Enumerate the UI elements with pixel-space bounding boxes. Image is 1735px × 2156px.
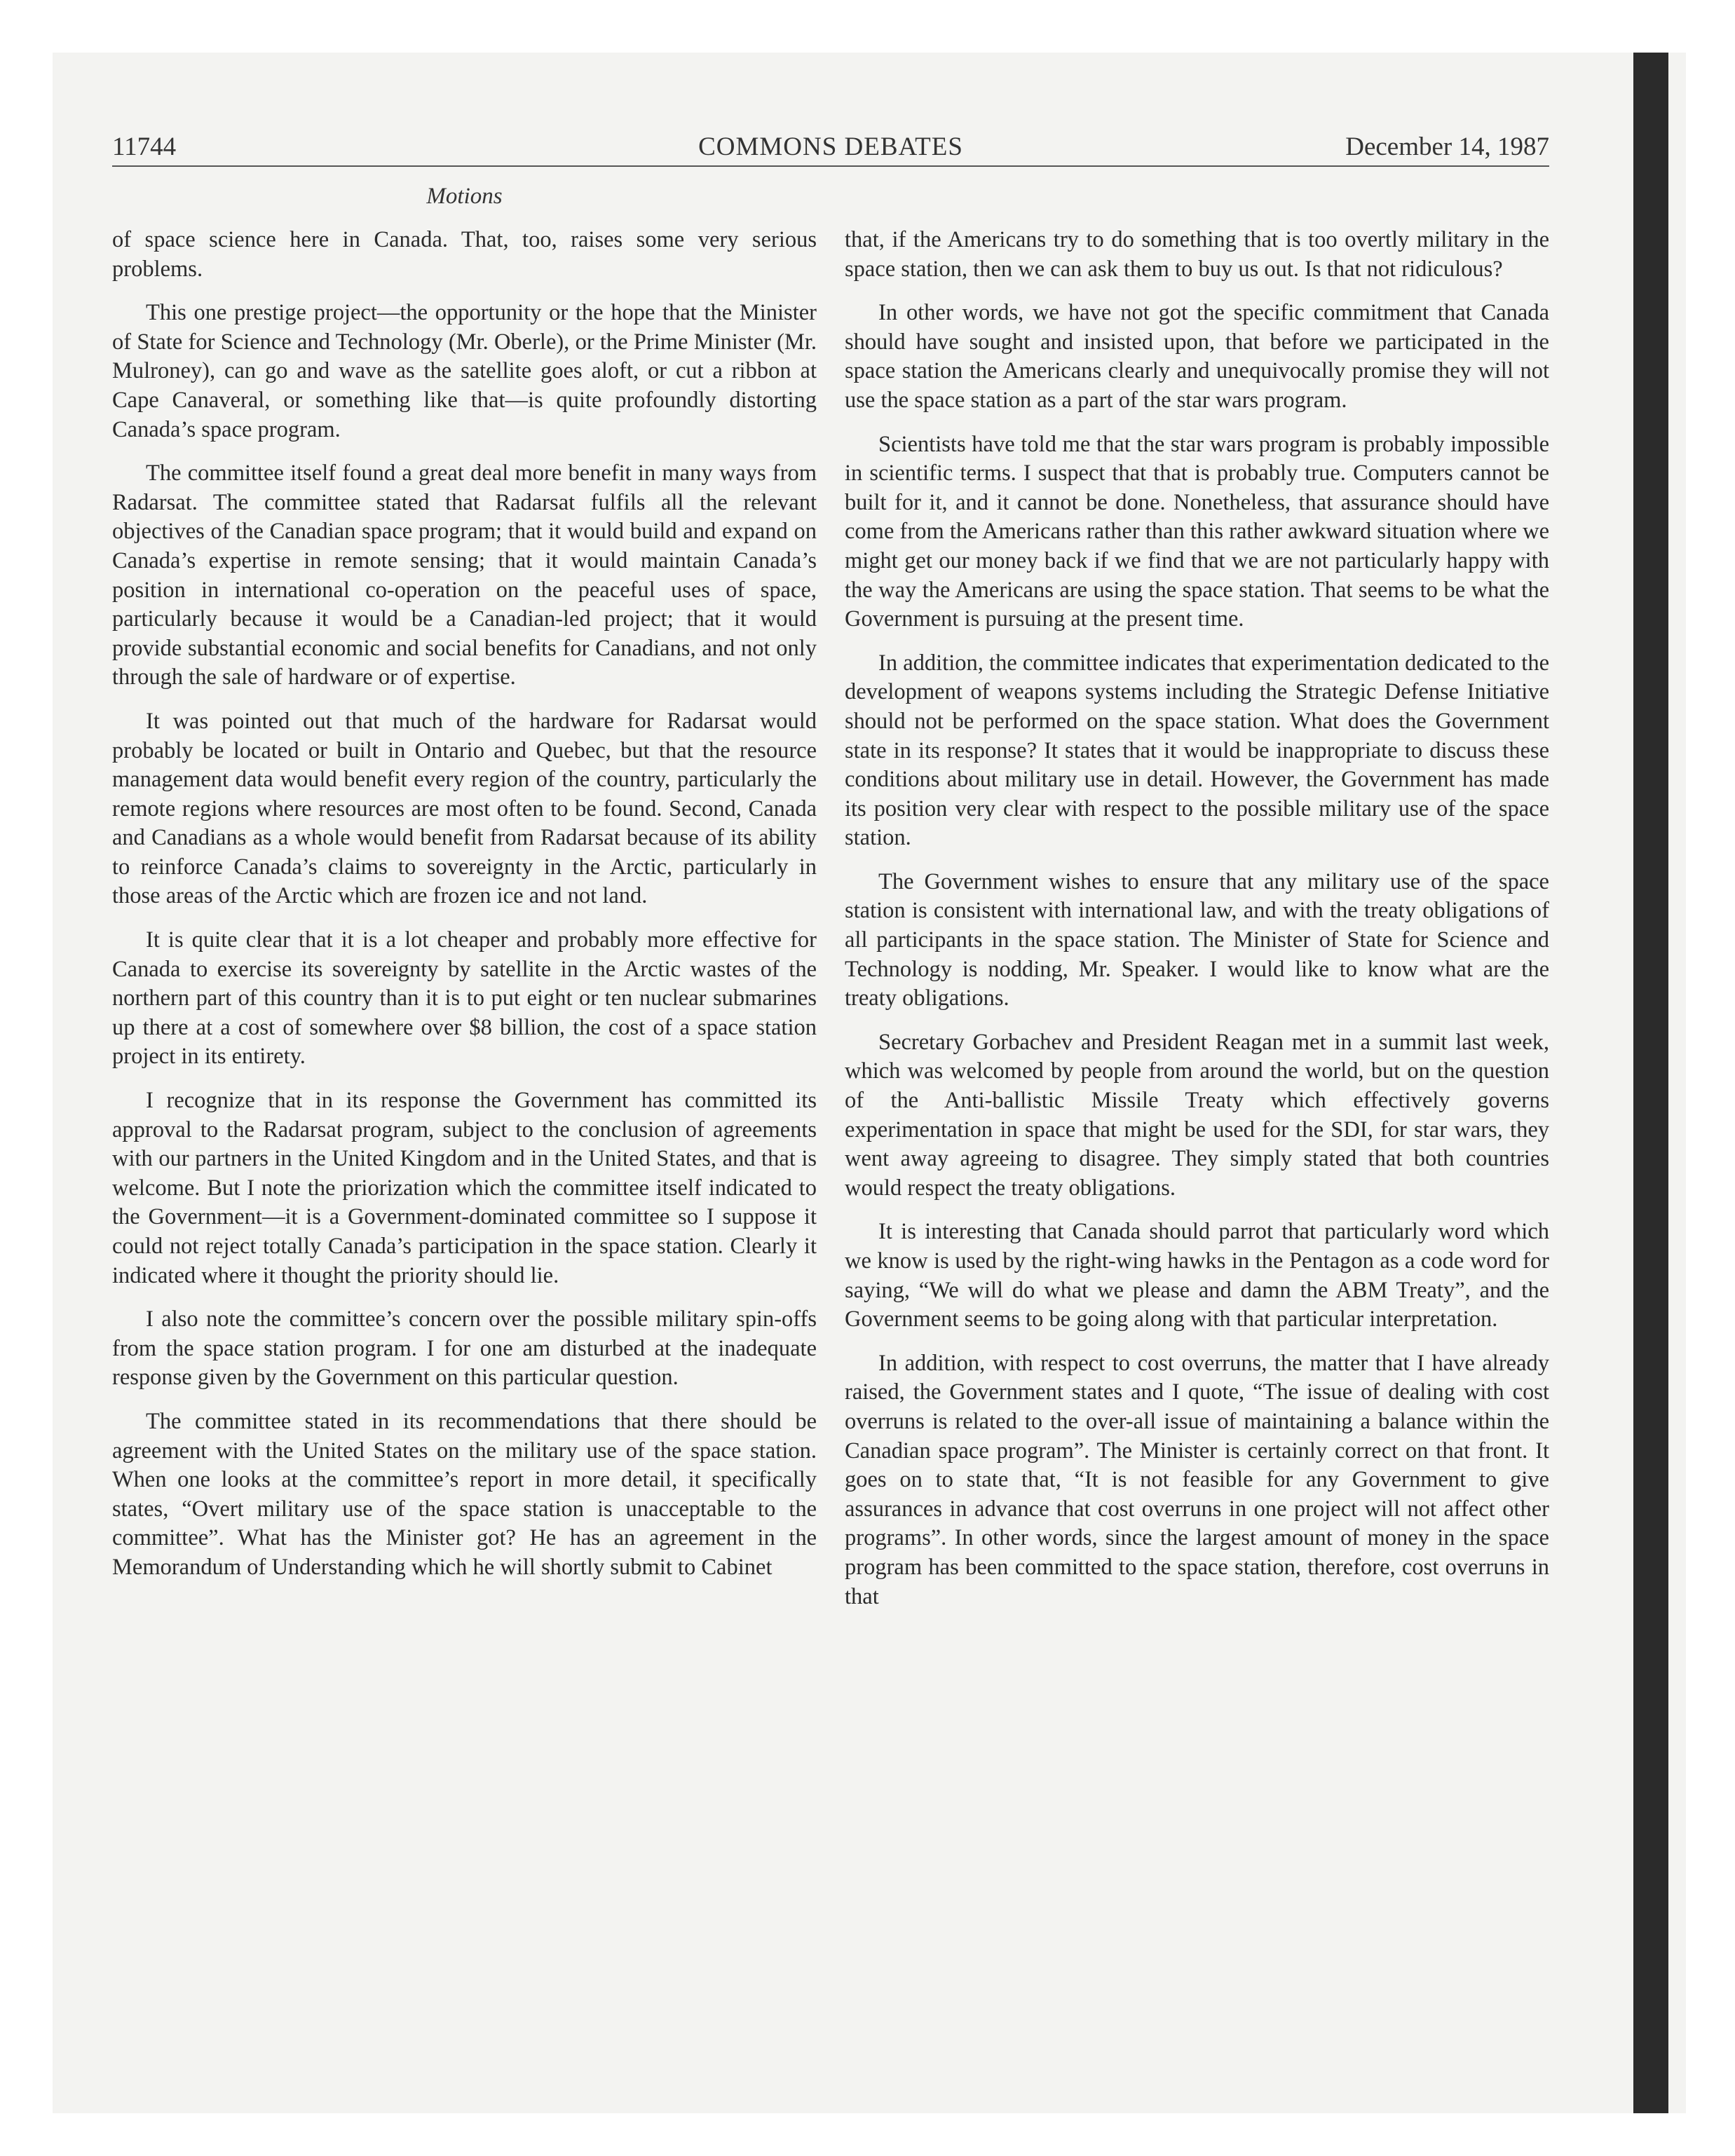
header-rule bbox=[112, 165, 1549, 167]
paragraph: It is quite clear that it is a lot cheaper and probably more effective for Canada to exercise its sovereignty by satellite in the Arctic wastes of the northern part of this country than it is to put eight or ten nuclear submarines up there at a cost of somewhere over $8 billion, the cost of a space station project in its entirety. bbox=[112, 927, 817, 1070]
paragraph: The committee itself found a great deal more benefit in many ways from Radarsat. The committee stated that Radarsat fulfils all the relevant objectives of the Canadian space program; that it would build and expand on Canada’s expertise in remote sensing; that it would maintain Canada’s position in international co-operation on the peaceful uses of space, particularly because it would be a Canadian-led project; that it would provide substantial economic and social benefits for Canadians, and not only through the sale of hardware or of expertise. bbox=[112, 460, 817, 690]
paragraph: The committee stated in its recommendations that there should be agreement with the United States on the military use of the space station. When one looks at the committee’s report in more detail, it specifically states, “Overt military use of the space station is unacceptable to the committee”. What has the Minister got? He has an agreement in the Memorandum of Understanding which he will shortly submit to Cabinet bbox=[112, 1408, 817, 1580]
paragraph: It is interesting that Canada should parrot that particularly word which we know is used by the right-wing hawks in the Pentagon as a code word for saying, “We will do what we please and damn the ABM Treaty”, and the Government seems to be going along with that particular interpretation. bbox=[845, 1219, 1549, 1332]
left-column bbox=[112, 226, 817, 1597]
paragraph: The Government wishes to ensure that any military use of the space station is consistent with international law, and with the treaty obligations of all participants in the space station. The Minister of State for Science and Technology is nodding, Mr. Speaker. I would like to know what are the treaty obligations. bbox=[845, 868, 1549, 1011]
paragraph: I recognize that in its response the Government has committed its approval to the Radarsat program, subject to the conclusion of agreements with our partners in the United Kingdom and in the United States, and that is welcome. But I note the priorization which the committee itself indicated to the Government—it is a Government-dominated committee so I suppose it could not reject totally Canada’s participation in the space station. Clearly it indicated where it thought the priority should lie. bbox=[112, 1088, 817, 1288]
paragraph: In other words, we have not got the specific commitment that Canada should have sought and insisted upon, that before we participated in the space station the Americans clearly and unequivocally promise they will not use the space station as a part of the star wars program. bbox=[845, 300, 1549, 413]
paragraph: Scientists have told me that the star wars program is probably impossible in scientific terms. I suspect that that is probably true. Computers cannot be built for it, and it cannot be done. Nonetheless, that assurance should have come from the Americans rather than this rather awkward situation where we might get our money back if we find that we are not particularly happy with the way the Americans are using the space station. That seems to be what the Government is pursuing at the present time. bbox=[845, 431, 1549, 632]
page-header bbox=[112, 132, 1549, 164]
scan-edge-shadow bbox=[1633, 53, 1668, 2113]
paragraph: of space science here in Canada. That, too, raises some very serious problems. bbox=[112, 227, 817, 282]
paragraph: This one prestige project—the opportunity or the hope that the Minister of State for Science and Technology (Mr. Oberle), or the Prime Minister (Mr. Mulroney), can go and wave as the satellite goes aloft, or cut a ribbon at Cape Canaveral, or something like that—is quite profoundly distorting Canada’s space program. bbox=[112, 300, 817, 442]
paragraph: Secretary Gorbachev and President Reagan met in a summit last week, which was welcomed by people from around the world, but on the question of the Anti-ballistic Missile Treaty which effectively governs experimentation in space that might be used for the SDI, for star wars, they went away agreeing to disagree. They simply stated that both countries would respect the treaty obligations. bbox=[845, 1029, 1549, 1201]
section-title: Motions bbox=[426, 184, 503, 209]
paragraph: In addition, with respect to cost overruns, the matter that I have already raised, the Government states and I quote, “The issue of dealing with cost overruns is related to the over-all issue of maintaining a balance within the Canadian space program”. The Minister is certainly correct on that front. It goes on to state that, “It is not feasible for any Government to give assurances in advance that cost overruns in one project will not affect other programs”. In other words, since the largest amount of money in the space program has been committed to the space station, therefore, cost overruns in that bbox=[845, 1350, 1549, 1609]
paragraph: It was pointed out that much of the hardware for Radarsat would probably be located or built in Ontario and Quebec, but that the resource management data would benefit every region of the country, particularly the remote regions where resources are most often to be found. Second, Canada and Canadians as a whole would benefit from Radarsat because of its ability to reinforce Canada’s claims to sovereignty in the Arctic, particularly in those areas of the Arctic which are frozen ice and not land. bbox=[112, 708, 817, 909]
header-date: December 14, 1987 bbox=[1345, 132, 1549, 161]
paragraph: In addition, the committee indicates that experimentation dedicated to the development of weapons systems including the Strategic Defense Initiative should not be performed on the space station. What does the Government state in its response? It states that it would be inappropriate to discuss these conditions about military use in detail. However, the Government has made its position very clear with respect to the possible military use of the space station. bbox=[845, 650, 1549, 851]
right-column bbox=[845, 226, 1549, 1626]
paragraph: I also note the committee’s concern over the possible military spin-offs from the space station program. I for one am disturbed at the inadequate response given by the Government on this particular question. bbox=[112, 1306, 817, 1391]
publication-title: COMMONS DEBATES bbox=[698, 132, 963, 161]
paragraph: that, if the Americans try to do something that is too overtly military in the space station, then we can ask them to buy us out. Is that not ridiculous? bbox=[845, 227, 1549, 282]
page-number: 11744 bbox=[112, 132, 177, 161]
